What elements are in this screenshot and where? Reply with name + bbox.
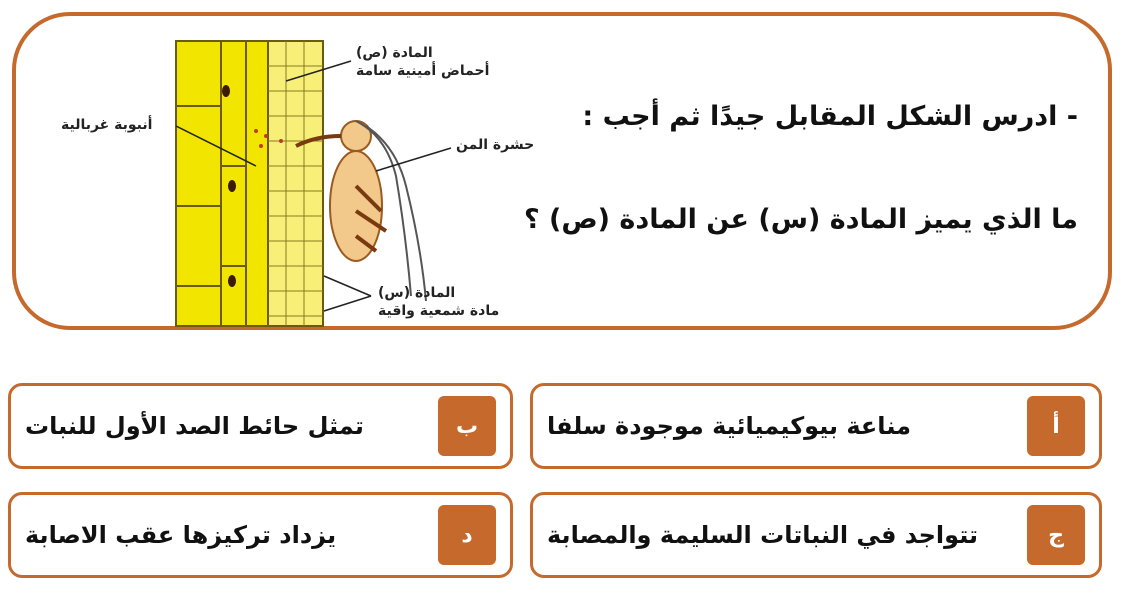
question-card [12, 12, 1112, 330]
label-waxy-protective: مادة شمعية واقية [378, 303, 500, 319]
label-sieve-tube: أنبوبة غربالية [61, 117, 153, 133]
label-substance-x: المادة (س) [378, 285, 456, 301]
option-a-text: مناعة بيوكيميائية موجودة سلفا [547, 412, 911, 440]
option-b[interactable] [8, 383, 513, 469]
option-a[interactable] [530, 383, 1102, 469]
option-a-letter: أ [1027, 396, 1085, 456]
aphid-plant-figure [56, 36, 536, 331]
option-c[interactable] [530, 492, 1102, 578]
option-d-letter: د [438, 505, 496, 565]
option-b-text: تمثل حائط الصد الأول للنبات [25, 412, 364, 440]
option-d-text: يزداد تركيزها عقب الاصابة [25, 521, 337, 549]
label-aphid: حشرة المن [456, 137, 535, 153]
question-text: ما الذي يميز المادة (س) عن المادة (ص) ؟ [523, 204, 1078, 235]
label-toxic-amino-acids: أحماض أمينية سامة [356, 63, 490, 79]
question-instruction: - ادرس الشكل المقابل جيدًا ثم أجب : [582, 101, 1078, 132]
option-b-letter: ب [438, 396, 496, 456]
option-c-letter: ج [1027, 505, 1085, 565]
option-d[interactable] [8, 492, 513, 578]
option-c-text: تتواجد في النباتات السليمة والمصابة [547, 521, 979, 549]
plant-tissue-diagram [56, 36, 536, 331]
label-substance-y: المادة (ص) [356, 45, 433, 61]
